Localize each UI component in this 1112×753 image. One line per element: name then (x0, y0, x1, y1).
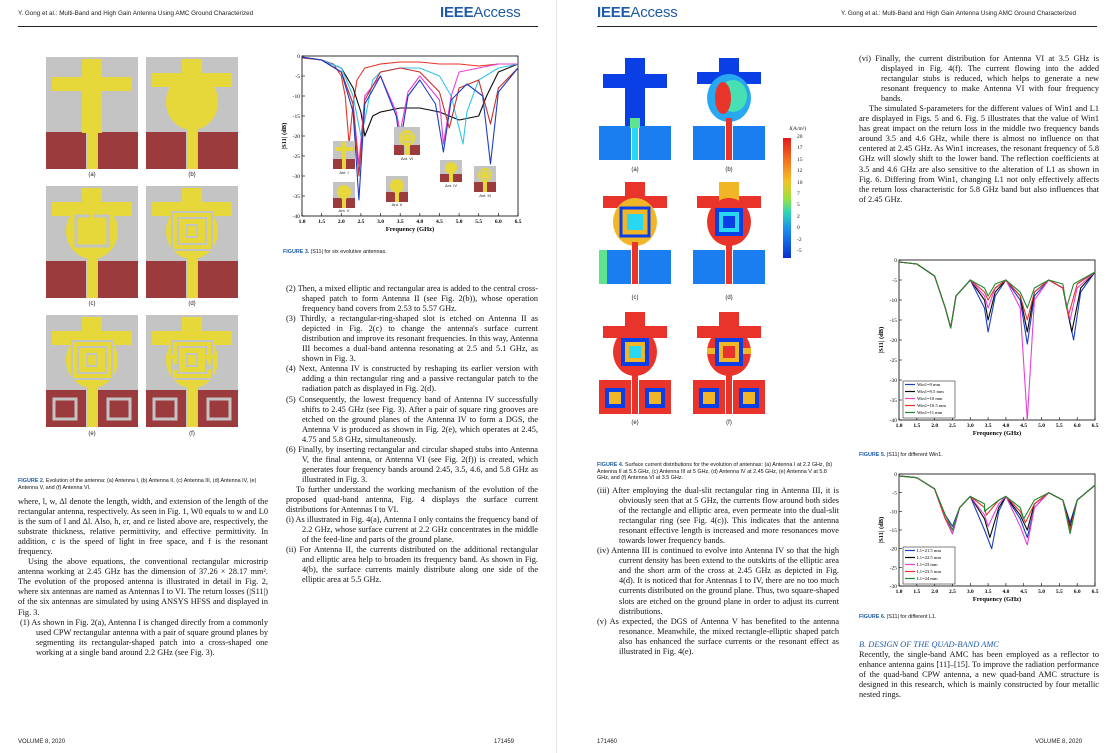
list-item: (5) Consequently, the lowest frequency band of Antenna IV successfully shifts to 2.45 GHz (see Fig. 3). After a pair of square ring grooves are etched on the ground planes of the Antenna IV to form a DGS, the Antenna V is produced as shown in Fig. 2(e), which operates at 2.45, 4.75 and 5.8 GHz, simultaneously. (286, 394, 538, 444)
right-page (556, 0, 1112, 753)
y-tick-label: -5 (295, 74, 300, 80)
fig4-label-d: (d) (725, 295, 733, 301)
x-tick-label: 5.5 (475, 219, 483, 225)
footer-page-number: 171459 (494, 739, 515, 745)
x-tick-label: 4.0 (1002, 423, 1010, 429)
x-tick-label: 3.0 (966, 423, 974, 429)
figure-6-chart (875, 468, 1101, 614)
legend-entry: L1=21.5 mm (917, 548, 942, 553)
x-tick-label: 5.0 (1038, 423, 1045, 429)
legend-entry: Win1=11 mm (917, 410, 943, 415)
x-tick-label: 2.5 (949, 423, 956, 429)
y-axis-label: |S11| (dB) (878, 516, 885, 544)
paragraph: where, l, w, Δl denote the length, width, and extension of the length of the rectangular antenna, respectively. As seen in Fig. 1, W0 equals to w and L0 is the sum of l and Δl. Also, h, εr, and εe listed above are, respectively, the substrate thickness, relative permittivity, and effective permittivity. In addition, c is the speed of light in free space, and f is the resonant frequency. (18, 497, 268, 557)
journal-logo: IEEEAccess (440, 4, 521, 21)
x-tick-label: 6.5 (1091, 589, 1099, 595)
colorbar-tick: 15 (797, 156, 803, 163)
current-map-c (599, 182, 671, 284)
antenna-i-drawing (46, 57, 138, 169)
x-tick-label: 4.5 (1020, 589, 1028, 595)
x-axis-label: Frequency (GHz) (972, 596, 1022, 603)
fig4-label-f: (f) (726, 420, 732, 426)
fig2-label-a: (a) (88, 172, 96, 178)
colorbar-tick: -5 (797, 248, 802, 254)
figure-5-caption: FIGURE 5. |S11| for different Win1. (859, 452, 943, 458)
x-tick-label: 6.0 (1073, 589, 1081, 595)
y-tick-label: -30 (292, 174, 300, 180)
list-item: (2) Then, a mixed elliptic and rectangular area is added to the central cross-shaped patch to form Antenna II (see Fig. 2(b)), whose operation frequency band covers from 2.53 to 5.57 GHz. (286, 284, 538, 314)
colorbar-title: J(A/m²) (789, 126, 807, 132)
figure-4-caption: FIGURE 4. Surface current distributions for the evolution of antennas: (a) Antenna I at 2.2 GHz, (b) Antenna II at 5.5 GHz, (c) Antenna III at 5 GHz, (d) Antenna IV at 2.45 GHz, (e) Antenna V at 5.8 GHz, and (f) Antenna VI at 3.5 GHz. (597, 462, 833, 481)
x-tick-label: 6.0 (1073, 423, 1081, 429)
y-tick-label: -5 (892, 278, 897, 284)
x-tick-label: 6.5 (514, 219, 522, 225)
list-item: (6) Finally, by inserting rectangular and circular shaped stubs into Antenna V, the final antenna, or Antenna VI (see Fig. 2(f)) is created, which generates four frequency bands around 2.45, 3.5, 4.6, and 5.8 GHz as illustrated in Fig. 3. (286, 444, 538, 484)
legend-entry: Win1=9 mm (917, 382, 941, 387)
antenna-ii-drawing (146, 57, 238, 169)
y-tick-label: -10 (889, 298, 897, 304)
figure-3-caption: FIGURE 3. |S11| for six evolutive antennas. (283, 249, 387, 255)
y-tick-label: -25 (292, 154, 300, 160)
x-tick-label: 2.5 (357, 219, 365, 225)
y-axis-label: |S11| (dB) (878, 326, 885, 354)
x-tick-label: 6.5 (1091, 423, 1099, 429)
y-tick-label: -15 (889, 318, 897, 324)
x-tick-label: 3.5 (984, 423, 992, 429)
x-tick-label: 3.5 (984, 589, 992, 595)
y-tick-label: -10 (889, 509, 897, 516)
colorbar-tick: 0 (797, 225, 800, 232)
y-tick-label: -15 (889, 528, 897, 534)
y-tick-label: -20 (889, 546, 897, 553)
fig3-inset-label-ant-i: Ant. I (339, 170, 349, 175)
left-page-column-2 (286, 284, 538, 585)
list-item: (v) As expected, the DGS of Antenna V has benefited to the antenna resonance. Meanwhile, the mixed rectangle-elliptic shaped patch also has enhanced the surface currents or the resonant effect as illustrated in Fig. 4(e). (597, 616, 839, 656)
figure-6-caption: FIGURE 6. |S11| for different L1. (859, 614, 937, 620)
colorbar-tick: 12 (797, 168, 803, 175)
x-tick-label: 2.0 (337, 219, 345, 225)
y-tick-label: 0 (297, 54, 300, 60)
y-tick-label: -15 (292, 114, 300, 120)
x-tick-label: 3.0 (966, 589, 974, 595)
colorbar (783, 138, 791, 258)
series-line (899, 476, 1095, 534)
footer-volume: VOLUME 8, 2020 (18, 739, 66, 745)
header-rule (18, 26, 538, 27)
x-tick-label: 2.0 (931, 589, 939, 595)
list-item: (i) As illustrated in Fig. 4(a), Antenna I only contains the frequency band of 2.2 GHz, whose surface current at 2.2 GHz concentrates in the middle of the feed-line and parts of the ground plane. (286, 515, 538, 545)
x-tick-label: 4.5 (1020, 423, 1028, 429)
legend-entry: L1=22.5 mm (917, 555, 942, 560)
list-item: (3) Thirdly, a rectangular-ring-shaped slot is etched on Antenna II as depicted in Fig. 2(c) to change the antenna's surface current distribution and improve its resonant frequencies. In this way, Antenna III becomes a dual-band antenna resonating at 2.5 and 5.1 GHz, as shown in Fig. 3. (286, 314, 538, 364)
legend-entry: Win1=9.5 mm (917, 389, 944, 394)
fig4-label-b: (b) (725, 167, 733, 173)
figure-5-chart (875, 252, 1101, 448)
y-tick-label: -20 (292, 134, 300, 140)
current-map-e (599, 312, 671, 414)
y-tick-label: -25 (889, 565, 897, 572)
current-map-b (693, 58, 765, 160)
colorbar-tick: -2 (797, 236, 802, 243)
list-item: (vi) Finally, the current distribution for Antenna VI at 3.5 GHz is displayed in Fig. 4(f). The current flowing into the added rectangular stubs is reduced, which helps to generate a new resonant frequency to make Antenna VI with four frequency bands. (859, 54, 1099, 104)
y-tick-label: -40 (889, 418, 897, 424)
fig3-inset-ant-i (333, 141, 355, 169)
fig4-label-a: (a) (631, 167, 639, 173)
journal-logo: IEEEAccess (597, 4, 678, 21)
x-tick-label: 4.0 (1002, 589, 1010, 595)
fig3-inset-label-ant-v: Ant. V (338, 208, 350, 213)
fig4-label-c: (c) (631, 295, 639, 301)
list-item: (iii) After employing the dual-slit rectangular ring in Antenna III, it is obviously seen that at 5 GHz, the currents flow around both sides of the rectangle and elliptic area, even permeate into the dual-slit rectangular ring (see Fig. 4(c)). This indicates that the antenna resonant effective length is increased and more resonances move towards lower frequency bands. (597, 486, 839, 546)
running-header: Y. Gong et al.: Multi-Band and High Gain Antenna Using AMC Ground Characterized (841, 10, 1077, 17)
antenna-v-drawing (46, 315, 138, 427)
antenna-iv-drawing (146, 186, 238, 298)
figure-2-caption: FIGURE 2. Evolution of the antenna: (a) Antenna I, (b) Antenna II, (c) Antenna III, (d) Antenna IV, (e) Antenna V, and (f) Antenna VI. (18, 478, 257, 491)
legend-entry: L1=23 mm (917, 562, 938, 567)
y-tick-label: -25 (889, 358, 897, 364)
fig3-inset-label-ant-iii: Ant. III (479, 193, 491, 198)
y-tick-label: -30 (889, 584, 897, 590)
legend-entry: L1=23.5 mm (917, 569, 942, 574)
y-tick-label: -35 (292, 194, 300, 200)
x-tick-label: 5.5 (1055, 423, 1063, 429)
x-tick-label: 4.0 (416, 219, 424, 225)
fig3-inset-ant-iv (440, 160, 462, 182)
series-line (899, 262, 1095, 332)
y-tick-label: 0 (894, 472, 897, 478)
x-tick-label: 5.0 (455, 219, 463, 225)
current-map-d (693, 182, 765, 284)
right-page-column-1 (597, 486, 839, 657)
left-page-column-1 (18, 497, 268, 658)
legend-entry: L1=24 mm (917, 576, 938, 581)
running-header: Y. Gong et al.: Multi-Band and High Gain Antenna Using AMC Ground Characterized (18, 10, 254, 17)
fig3-inset-ant-v (333, 182, 355, 208)
x-tick-label: 1.0 (298, 219, 306, 225)
fig3-inset-ant-vi (394, 127, 420, 155)
x-tick-label: 1.5 (318, 219, 326, 225)
antenna-vi-drawing (146, 315, 238, 427)
x-tick-label: 3.5 (396, 219, 404, 225)
x-tick-label: 1.5 (913, 589, 921, 595)
footer-page-number: 171460 (597, 739, 618, 745)
series-line (899, 262, 1095, 328)
list-item: (ii) For Antenna II, the currents distributed on the additional rectangular and elliptic area help to broaden its frequency band. As shown in Fig. 4(b), the surface currents mainly distribute along one side of the elliptic area at 5.5 GHz. (286, 545, 538, 585)
header-rule (597, 26, 1097, 27)
colorbar-tick: 5 (797, 202, 800, 209)
antenna-iii-drawing (46, 186, 138, 298)
y-axis-label: |S11| (dB) (281, 122, 288, 150)
fig3-inset-label-ant-ii: Ant. II (391, 202, 403, 207)
y-tick-label: -20 (889, 338, 897, 344)
x-tick-label: 6.0 (494, 219, 502, 225)
fig3-inset-label-ant-vi: Ant. VI (400, 156, 413, 161)
section-heading: B. DESIGN OF THE QUAD-BAND AMC (859, 640, 999, 649)
legend-entry: Win1=10 mm (917, 396, 943, 401)
current-map-f (693, 312, 765, 414)
fig4-label-e: (e) (631, 420, 639, 426)
x-tick-label: 3.0 (377, 219, 384, 225)
colorbar-tick: 10 (797, 179, 803, 186)
x-tick-label: 2.0 (931, 423, 939, 429)
right-page-column-2 (859, 54, 1099, 205)
x-tick-label: 5.5 (1055, 589, 1063, 595)
paragraph: Using the above equations, the conventional rectangular microstrip antenna working at 2.45 GHz has the dimension of 37.26 × 28.17 mm². The evolution of the proposed antenna is illustrated in detail in Fig. 2, where six antennas are named as Antennas I to VI. The return losses (|S11|) of the six antennas are simulated by using ANSYS HFSS and displayed in Fig. 3. (18, 557, 268, 617)
colorbar-tick: 2 (797, 213, 800, 220)
fig2-label-b: (b) (188, 172, 196, 178)
colorbar-tick: 20 (797, 134, 803, 140)
x-tick-label: 4.5 (436, 219, 443, 225)
list-item: (1) As shown in Fig. 2(a), Antenna I is changed directly from a commonly used CPW rectangular antenna with a pair of square ground planes by segmenting its rectangular-shaped patch into a cross-shaped one working at a single band around 2.2 GHz (see Fig. 3). (20, 617, 268, 657)
fig2-label-c: (c) (88, 301, 96, 307)
list-item: (4) Next, Antenna IV is constructed by reshaping its earlier version with adding a thin rectangular ring and a passive rectangular patch to the radiation patch as displayed in Fig. 2(d). (286, 364, 538, 394)
x-axis-label: Frequency (GHz) (385, 226, 435, 233)
legend-entry: Win1=10.5 mm (917, 403, 946, 408)
fig2-label-e: (e) (88, 431, 96, 437)
paragraph: Recently, the single-band AMC has been employed as a reflector to enhance antenna gains [11]–[15]. To improve the radiation performance of the quad-band CPW antenna, a new quad-band AMC structure is designed in this research, which is mainly constructed by four metallic nested rings. (859, 650, 1099, 700)
footer-volume: VOLUME 8, 2020 (1035, 739, 1083, 745)
x-tick-label: 2.5 (949, 589, 956, 595)
y-tick-label: -40 (292, 214, 300, 220)
x-tick-label: 1.0 (895, 423, 903, 429)
fig3-inset-label-ant-iv: Ant. IV (444, 183, 457, 188)
fig3-inset-ant-iii (474, 166, 496, 192)
colorbar-tick: 7 (797, 191, 800, 197)
y-tick-label: -10 (292, 94, 300, 100)
current-map-a (599, 58, 671, 160)
x-axis-label: Frequency (GHz) (972, 430, 1022, 437)
right-page-section (859, 640, 1099, 700)
fig2-label-f: (f) (189, 431, 195, 437)
y-tick-label: -35 (889, 398, 897, 404)
y-tick-label: -5 (892, 490, 897, 497)
colorbar-tick: 17 (797, 145, 803, 152)
x-tick-label: 1.0 (895, 589, 903, 595)
paragraph: The simulated S-parameters for the different values of Win1 and L1 are displayed in Figs. 5 and 6. Fig. 5 illustrates that the value of Win1 has great impact on the return loss in the middle two frequency bands around 3.5 and 4.6 GHz, while there is almost no influence on that centered at 2.45 GHz. As Win1 increases, the resonant frequency of 5.8 GHz will slowly shift to the lower band. The reflection coefficients at 3.5 and 4.6 GHz are also sensitive to the alteration of L1 as shown in Fig. 6. Differing from Win1, changing L1 not only effectively affects the return loss characteristic for 5.8 GHz band but also influences that of 2.45 GHz. (859, 104, 1099, 204)
y-tick-label: -30 (889, 378, 897, 384)
fig2-label-d: (d) (188, 301, 196, 307)
list-item: (iv) Antenna III is continued to evolve into Antenna IV so that the high current density has been extend to the outskirts of the elliptic area and the short arm of the cross at 2.45 GHz as depicted in Fig. 4(d). It is noticed that for Antennas I to IV, there are no too much currents distributed on the ground plane. Thus, two square-shaped slots are etched on the ground plane in order to adjust its current distributions. (597, 546, 839, 616)
x-tick-label: 5.0 (1038, 589, 1045, 595)
fig3-inset-ant-ii (386, 176, 408, 202)
x-tick-label: 1.5 (913, 423, 921, 429)
paragraph: To further understand the working mechanism of the evolution of the proposed quad-band antenna, Fig. 4 displays the surface current distributions for Antennas I to VI. (286, 484, 538, 515)
y-tick-label: 0 (894, 258, 897, 264)
